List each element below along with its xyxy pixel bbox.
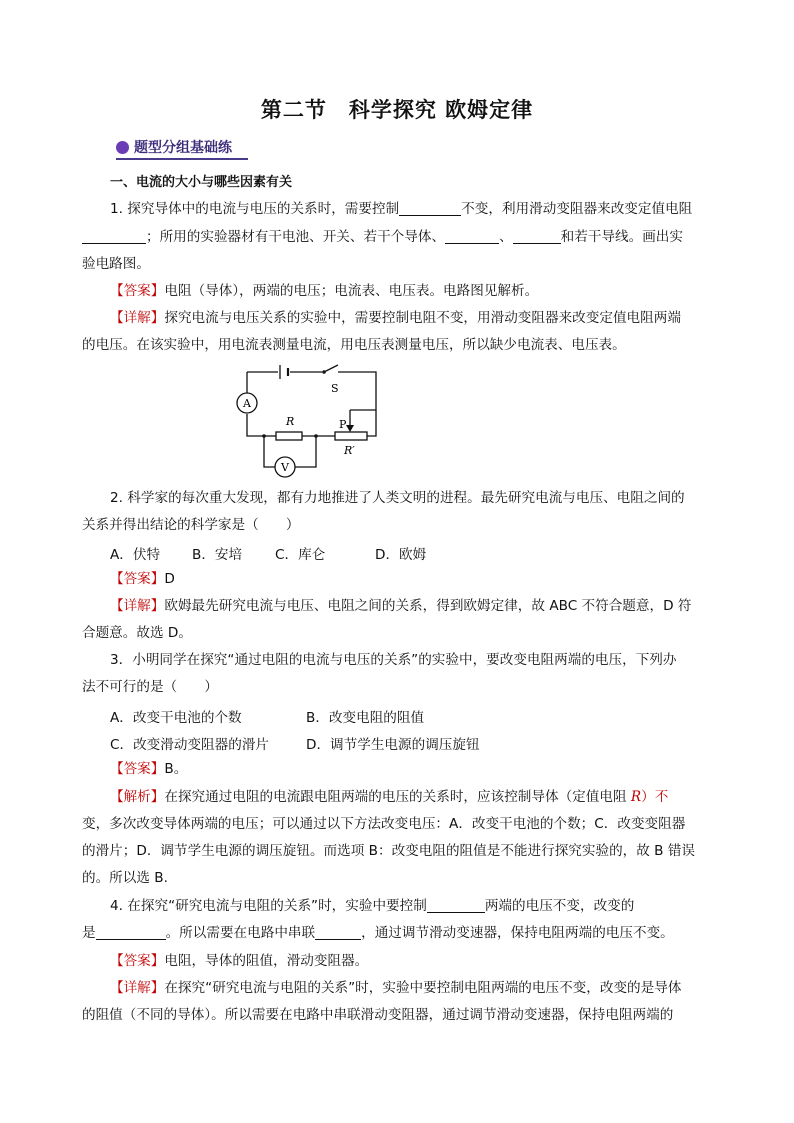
q4-text: 。所以需要在电路中串联 xyxy=(165,925,316,941)
q1-text: 和若干导线。画出实 xyxy=(560,229,683,245)
q4-text: ，通过调节滑动变速器，保持电阻两端的电压不变。 xyxy=(361,925,674,941)
q1-text: 、 xyxy=(499,229,513,245)
q4-answer xyxy=(110,952,710,970)
section-tag xyxy=(116,137,232,157)
q1-line3: 验电路图。 xyxy=(82,256,150,272)
q2-answer xyxy=(110,570,710,588)
detail-tag: 【详解】 xyxy=(110,598,165,614)
q3-answer xyxy=(110,760,710,778)
q3-detail1 xyxy=(110,788,710,806)
detail-text: 在探究通过电阻的电流跟电阻两端的电压的关系时，应该控制导体（定值电阻 xyxy=(164,789,631,805)
slider-label: P xyxy=(339,418,347,431)
resistor-icon xyxy=(276,432,302,440)
section-underline xyxy=(116,158,248,160)
q3-detail2: 变，多次改变导体两端的电压；可以通过以下方法改变电压：A．改变干电池的个数；C．改变变阻器 xyxy=(82,816,686,832)
bullet-dot-icon xyxy=(116,141,129,154)
detail-text: 探究电流与电压关系的实验中，需要控制电阻不变，用滑动变阻器来改变定值电阻两端 xyxy=(164,310,681,326)
q3-option-d: D．调节学生电源的调压旋钮 xyxy=(306,737,480,753)
q2-line1: 2. 科学家的每次重大发现，都有力地推进了人类文明的进程。最先研究电流与电压、电阻之间的 xyxy=(110,490,685,506)
q3-option-a: A．改变干电池的个数 xyxy=(110,710,242,726)
detail-text: 在探究“研究电流与电阻的关系”时，实验中要控制电阻两端的电压不变，改变的是导体 xyxy=(164,980,682,996)
q1-text: 1. 探究导体中的电流与电压的关系时，需要控制 xyxy=(110,201,400,217)
q2-option-b: B．安培 xyxy=(192,547,243,563)
q3-detail3: 的滑片；D．调节学生电源的调压旋钮。而选项 B：改变电阻的阻值是不能进行探究实验的，故 B 错误 xyxy=(82,843,696,859)
rheostat-icon xyxy=(335,432,367,440)
switch-icon xyxy=(322,365,338,374)
detail-tag: 【详解】 xyxy=(110,310,165,326)
battery-icon xyxy=(280,365,288,379)
switch-label: S xyxy=(331,382,339,395)
slider-arrow-icon xyxy=(346,425,354,432)
q1-detail2: 的电压。在该实验中，用电流表测量电流，用电压表测量电压，所以缺少电流表、电压表。 xyxy=(82,337,626,353)
q4-blank-1 xyxy=(427,898,485,913)
q4-text: 是 xyxy=(82,925,96,941)
q4-detail2: 的阻值（不同的导体）。所以需要在电路中串联滑动变阻器，通过调节滑动变速器，保持电阻两端的 xyxy=(82,1007,674,1023)
q3-option-b: B．改变电阻的阻值 xyxy=(306,710,425,726)
q2-detail2: 合题意。故选 D。 xyxy=(82,625,192,641)
detail-tag: 【详解】 xyxy=(110,980,165,996)
q4-detail1 xyxy=(110,979,710,997)
detail-tag: 【解析】 xyxy=(110,789,165,805)
detail-symbol: R xyxy=(630,789,642,805)
q1-blank-3 xyxy=(445,229,499,244)
voltmeter-label: V xyxy=(281,461,289,474)
q2-option-d: D．欧姆 xyxy=(375,547,427,563)
resistor-label: R xyxy=(286,415,295,428)
detail-text: ）不 xyxy=(641,789,669,805)
circuit-diagram xyxy=(234,362,384,480)
answer-text: D xyxy=(164,571,175,587)
q3-line2: 法不可行的是（ ） xyxy=(82,679,218,695)
q1-text: 不变，利用滑动变阻器来改变定值电阻 xyxy=(461,201,693,217)
q4-line2 xyxy=(82,924,682,942)
q3-option-c: C．改变滑动变阻器的滑片 xyxy=(110,737,270,753)
q2-option-c: C．库仑 xyxy=(275,547,326,563)
q1-line1 xyxy=(110,200,710,218)
q1-blank-1 xyxy=(399,201,461,216)
answer-text: 电阻，导体的阻值，滑动变阻器。 xyxy=(164,953,369,969)
answer-tag: 【答案】 xyxy=(110,571,165,587)
ammeter-label: A xyxy=(243,397,251,410)
q3-line1: 3．小明同学在探究“通过电阻的电流与电压的关系”的实验中，要改变电阻两端的电压，下列办 xyxy=(110,652,677,668)
q2-option-a: A．伏特 xyxy=(110,547,161,563)
q4-line1 xyxy=(110,897,710,915)
q4-text: 4. 在探究“研究电流与电阻的关系”时，实验中要控制 xyxy=(110,898,427,914)
q2-detail1 xyxy=(110,597,710,615)
q2-line2: 关系并得出结论的科学家是（ ） xyxy=(82,517,300,533)
answer-text: B。 xyxy=(164,761,188,777)
q4-text: 两端的电压不变，改变的 xyxy=(484,898,635,914)
q4-blank-2 xyxy=(96,925,166,940)
q1-text: ；所用的实验器材有干电池、开关、若干个导体、 xyxy=(146,229,446,245)
answer-tag: 【答案】 xyxy=(110,761,165,777)
q1-answer xyxy=(110,282,710,300)
detail-text: 欧姆最先研究电流与电压、电阻之间的关系，得到欧姆定律，故 ABC 不符合题意，D 符 xyxy=(164,598,692,614)
answer-tag: 【答案】 xyxy=(110,283,165,299)
q4-blank-3 xyxy=(315,925,361,940)
q1-line2 xyxy=(82,228,682,246)
q1-detail1 xyxy=(110,309,710,327)
section-tag-label: 题型分组基础练 xyxy=(134,140,232,156)
q1-blank-2 xyxy=(82,229,146,244)
section-heading: 一、电流的大小与哪些因素有关 xyxy=(110,175,293,190)
q3-detail4: 的。所以选 B. xyxy=(82,870,168,886)
rheostat-label: R′ xyxy=(344,444,355,457)
answer-text: 电阻（导体），两端的电压；电流表、电压表。电路图见解析。 xyxy=(164,283,539,299)
page-title: 第二节 科学探究 欧姆定律 xyxy=(260,97,534,122)
q1-blank-4 xyxy=(513,229,561,244)
answer-tag: 【答案】 xyxy=(110,953,165,969)
